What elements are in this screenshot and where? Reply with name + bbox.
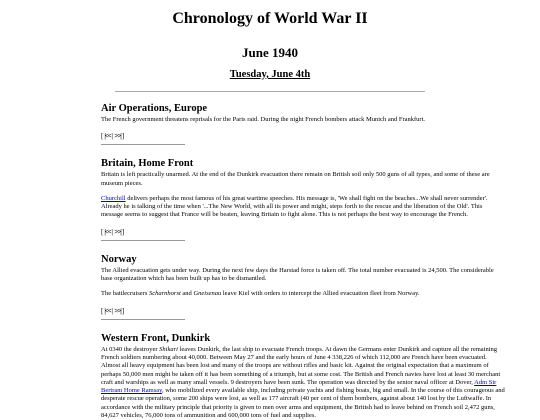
section-paragraph [101, 195, 506, 220]
nav-prev-link[interactable]: |<< [104, 132, 111, 141]
section-divider [101, 319, 185, 320]
nav-bracket-close: ] [121, 227, 125, 236]
churchill-link[interactable]: Churchill [101, 194, 126, 202]
section-title: Norway [101, 253, 137, 265]
page-title: Chronology of World War II [172, 10, 368, 27]
ramsay-link[interactable]: Adm Sir Bertram Home Ramsay [101, 378, 497, 395]
paragraph-text: , who mobilized every available ship, including private yachts and fishing boats, big and small. In the course of this courageous and desperate rescue operation, some 200 ships were lost, as well as 177 aircraft (40 per cent of them bombers, against about 140 lost by the Luftwaffe. In accordance with the military principle that priority is given to men over arms and equipment, the British had to leave behind on French soil 2,472 guns, 84,627 vehicles, 76,000 tons of ammunition and 600,000 tons of fuel and supplies. [101, 387, 505, 420]
month-heading: June 1940 [242, 45, 298, 60]
section-divider [101, 240, 185, 241]
section-title: Britain, Home Front [101, 158, 194, 170]
paragraph-text: leaves Dunkirk, the last ship to evacuate French troops. At dawn the Germans enter Dunkirk and capture all the remaining French soldiers numbering about 40,000. Between May 27 and the early hours of June 4 338,226 of which 112,000 are French have been evacuated. Almost all heavy equipment has been lost and many of the troops are without rifles and basic kit. Against the original expectation that a maximum of perhaps 50,000 men might be taken off it has been something of a triumph, but at some cost. The British and French navies have lost at least 30 merchant craft and warships as well as many small vessels. 9 destroyers have been sunk. The operation was directed by the senior naval officer at Dover, [101, 345, 501, 386]
nav-bracket-open: [ [101, 306, 104, 315]
nav-bracket-close: ] [121, 306, 125, 315]
paragraph-text: leave Kiel with orders to intercept the Allied evacuation fleet from Norway. [221, 290, 420, 298]
nav-divider: | [111, 306, 114, 315]
section-title: Western Front, Dunkirk [101, 332, 211, 344]
paragraph-text: The battlecruisers [101, 290, 150, 298]
section-nav [101, 228, 506, 236]
paragraph-text: At 0340 the destroyer [101, 345, 160, 353]
section-title: Air Operations, Europe [101, 103, 208, 114]
section-western-front-dunkirk [101, 333, 506, 420]
page [0, 10, 540, 420]
paragraph-text: and [180, 290, 194, 298]
paragraph-text: delivers perhaps the most famous of his great wartime speeches. His message is, 'We shall fight on the beaches...We shall never surrender'. Already he is talking of the time when '...The New World, with all its power and might, steps forth to the rescue and the liberation of the Old'. This message seems to suggest that France will be beaten, leaving Britain to fight alone. This is not perhaps the best way to encourage the French. [101, 194, 488, 219]
day-heading: Tuesday, June 4th [229, 69, 311, 80]
nav-next-link[interactable]: >>| [114, 132, 121, 141]
nav-divider: | [111, 227, 114, 236]
nav-bracket-open: [ [101, 132, 104, 141]
main-content [0, 103, 540, 420]
section-paragraph: The Allied evacuation gets under way. During the next few days the Harstad force is taken off. The total number evacuated is 24,500. The considerable base organization which has been built up has to be dismantled. [101, 266, 494, 283]
section-nav [101, 132, 506, 140]
nav-divider: | [111, 132, 114, 141]
section-paragraph [101, 290, 506, 298]
section-paragraph [101, 346, 506, 420]
nav-bracket-close: ] [121, 132, 125, 141]
section-air-operations [101, 103, 506, 145]
section-britain-home-front [101, 158, 506, 240]
nav-next-link[interactable]: >>| [114, 306, 121, 315]
header-divider [115, 91, 425, 92]
section-paragraph: Britain is left practically unarmed. At the end of the Dunkirk evacuation there remain on British soil only 500 guns of all types, and some of these are museum pieces. [101, 171, 490, 187]
section-divider [101, 144, 185, 145]
ship-name: Gneisenau [193, 290, 222, 298]
section-norway [101, 254, 506, 320]
nav-bracket-open: [ [101, 227, 104, 236]
section-nav [101, 307, 506, 315]
ship-name: Scharnhorst [149, 290, 181, 298]
nav-prev-link[interactable]: |<< [104, 227, 111, 236]
nav-next-link[interactable]: >>| [114, 227, 121, 236]
nav-prev-link[interactable]: |<< [104, 306, 111, 315]
section-paragraph: The French government threatens reprisals for the Paris raid. During the night French bombers attack Munich and Frankfurt. [101, 116, 426, 123]
ship-name: Shikari [159, 345, 178, 353]
